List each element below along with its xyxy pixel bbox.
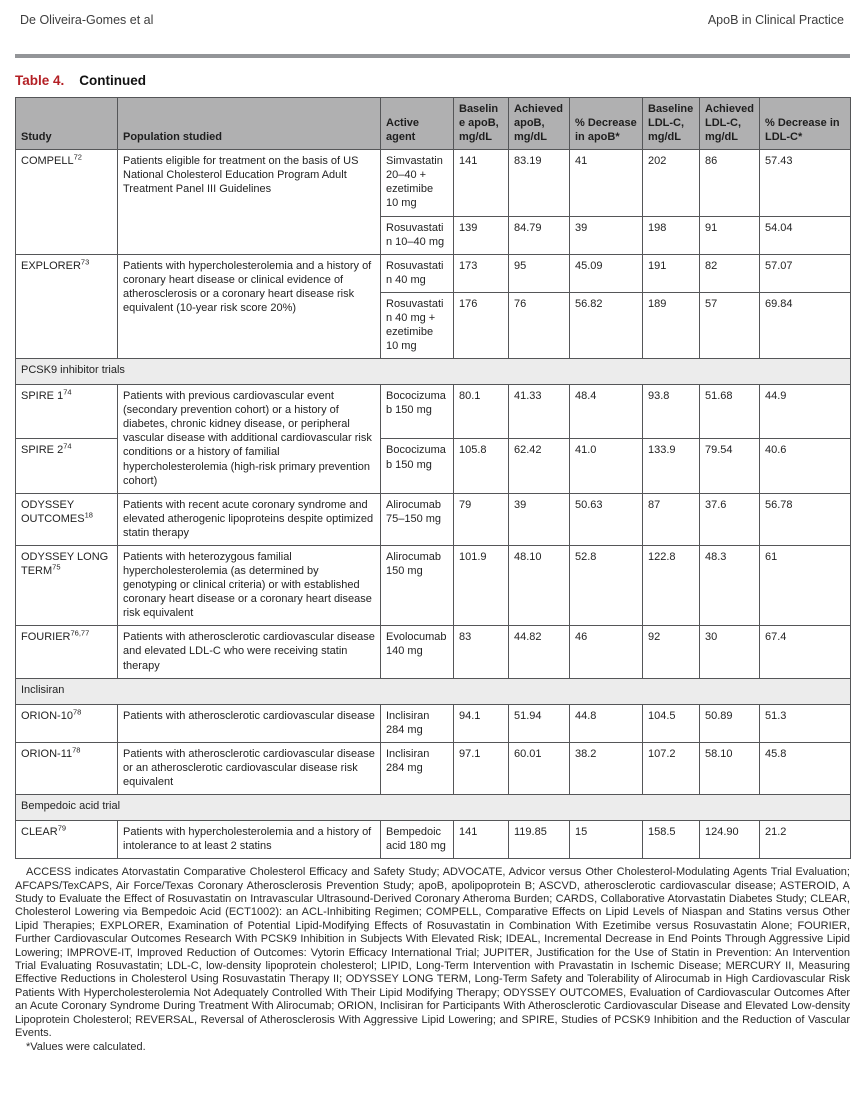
value-cell: 141 xyxy=(454,150,509,216)
value-cell: 158.5 xyxy=(643,820,700,858)
value-cell: 82 xyxy=(700,254,760,292)
study-cell: FOURIER$^{76,77}$ xyxy=(16,626,118,678)
value-cell: 133.9 xyxy=(643,439,700,493)
agent-cell: Inclisiran 284 mg xyxy=(381,704,454,742)
value-cell: 50.63 xyxy=(570,493,643,545)
value-cell: 40.6 xyxy=(760,439,851,493)
agent-cell: Rosuvastatin 40 mg xyxy=(381,254,454,292)
value-cell: 83.19 xyxy=(509,150,570,216)
value-cell: 91 xyxy=(700,216,760,254)
value-cell: 44.8 xyxy=(570,704,643,742)
reference-superscript: 73 xyxy=(80,257,90,267)
agent-cell: Rosuvastatin 10–40 mg xyxy=(381,216,454,254)
population-cell: Patients with atherosclerotic cardiovascular disease and elevated LDL-C who were receiving statin therapy xyxy=(118,626,381,678)
agent-cell: Inclisiran 284 mg xyxy=(381,742,454,794)
value-cell: 57.43 xyxy=(760,150,851,216)
population-cell: Patients with hypercholesterolemia and a history of coronary heart disease or clinical evidence of atherosclerosis or a coronary heart disease risk equivalent (10-year risk score 20%) xyxy=(118,254,381,358)
value-cell: 45.8 xyxy=(760,742,851,794)
value-cell: 44.82 xyxy=(509,626,570,678)
agent-cell: Rosuvastatin 40 mg + ezetimibe 10 mg xyxy=(381,292,454,358)
value-cell: 54.04 xyxy=(760,216,851,254)
study-cell: ORION-$10^{78}$ xyxy=(16,704,118,742)
value-cell: 38.2 xyxy=(570,742,643,794)
value-cell: 48.10 xyxy=(509,545,570,625)
value-cell: 56.82 xyxy=(570,292,643,358)
value-cell: 51.68 xyxy=(700,385,760,439)
value-cell: 176 xyxy=(454,292,509,358)
population-cell: Patients eligible for treatment on the basis of US National Cholesterol Education Program Adult Treatment Panel III Guidelines xyxy=(118,150,381,254)
study-cell: ODYSSEY OUTCOMES$^{18}$ xyxy=(16,493,118,545)
study-cell: CLEAR$^{79}$ xyxy=(16,820,118,858)
value-cell: 48.4 xyxy=(570,385,643,439)
reference-superscript: 79 xyxy=(57,823,67,833)
agent-cell: Bococizumab 150 mg xyxy=(381,385,454,439)
section-label: Bempedoic acid trial xyxy=(16,794,851,820)
table-body xyxy=(16,150,851,859)
table-continued-label: Continued xyxy=(79,73,147,88)
table-row xyxy=(16,493,851,545)
table-title xyxy=(15,73,850,88)
value-cell: 97.1 xyxy=(454,742,509,794)
population-cell: Patients with previous cardiovascular event (secondary prevention cohort) or a history of diabetes, chronic kidney disease, or peripheral vascular disease with additional cardiovascular risk conditions or a history of familial hypercholesterolemia (high-risk primary prevention cohort) xyxy=(118,385,381,494)
value-cell: 94.1 xyxy=(454,704,509,742)
value-cell: 67.4 xyxy=(760,626,851,678)
value-cell: 105.8 xyxy=(454,439,509,493)
value-cell: 60.01 xyxy=(509,742,570,794)
agent-cell: Alirocumab 75–150 mg xyxy=(381,493,454,545)
value-cell: 76 xyxy=(509,292,570,358)
value-cell: 41.33 xyxy=(509,385,570,439)
value-cell: 51.3 xyxy=(760,704,851,742)
section-row xyxy=(16,678,851,704)
reference-superscript: 78 xyxy=(72,706,82,716)
value-cell: 30 xyxy=(700,626,760,678)
abbreviations-footnote: ACCESS indicates Atorvastatin Comparative Cholesterol Efficacy and Safety Study; ADVOCATE, Advicor versus Other Cholesterol-Modulating Agents Trial Evaluation; AFCAPS/TexCAPS, Air Force/Texas Coronary Atherosclerosis Prevention Study; apoB, apolipoprotein B; ASCVD, atherosclerotic cardiovascular disease; ASTEROID, A Study to Evaluate the Effect of Rosuvastatin on Intravascular Ultrasound-Derived Coronary Atheroma Burden; CARDS, Collaborative Atorvastatin Diabetes Study; CLEAR, Cholesterol Lowering via Bempedoic Acid (ECT1002): an ACL-Inhibiting Regimen; COMPELL, Comparative Effects on Lipid Levels of Niaspan and Statins versus Other Lipid Therapies; EXPLORER, Examination of Potential Lipid-Modifying Effects of Rosuvastatin in Combination With Ezetimibe versus Rosuvastatin Alone; FOURIER, Further Cardiovascular Outcomes Research With PCSK9 Inhibition in Subjects With Elevated Risk; IDEAL, Incremental Decrease in End Points Through Aggressive Lipid Lowering; IMPROVE-IT, Improved Reduction of Outcomes: Vytorin Efficacy International Trial; JUPITER, Justification for the Use of Statin in Prevention: An Intervention Trial Evaluating Rosuvastatin; LDL-C, low-density lipoprotein cholesterol; LIPID, Long-Term Intervention with Pravastatin in Ischemic Disease; MERCURY II, Measuring Effective Reductions in Cholesterol Using Rosuvastatin Therapy II; ODYSSEY LONG TERM, Long-Term Safety and Tolerability of Alirocumab in High Cardiovascular Risk Patients With Hypercholesterolemia Not Adequately Controlled With Their Lipid Modifying Therapy; ODYSSEY OUTCOMES, Evaluation of Cardiovascular Outcomes After an Acute Coronary Syndrome During Treatment With Alirocumab; ORION, Inclisiran for Participants With Atherosclerotic Cardiovascular Disease and Elevated Low-density Lipoprotein Cholesterol; REVERSAL, Reversal of Atherosclerosis With Aggressive Lipid Lowering; and SPIRE, Studies of PCSK9 Inhibition and the Reduction of Vascular Events. xyxy=(15,866,850,1039)
reference-superscript: 76,77 xyxy=(70,628,90,638)
population-cell: Patients with heterozygous familial hypercholesterolemia (as determined by genotyping or clinical criteria) or with established coronary heart disease or a coronary heart disease risk equivalent xyxy=(118,545,381,625)
column-header: Achieved LDL-C, mg/dL xyxy=(700,98,760,150)
reference-superscript: 18 xyxy=(84,510,93,520)
value-cell: 56.78 xyxy=(760,493,851,545)
value-cell: 141 xyxy=(454,820,509,858)
population-cell: Patients with recent acute coronary syndrome and elevated atherogenic lipoproteins despite optimized statin therapy xyxy=(118,493,381,545)
value-cell: 44.9 xyxy=(760,385,851,439)
table-row xyxy=(16,626,851,678)
value-cell: 104.5 xyxy=(643,704,700,742)
population-cell: Patients with atherosclerotic cardiovascular disease or an atherosclerotic cardiovascular disease risk equivalent xyxy=(118,742,381,794)
value-cell: 46 xyxy=(570,626,643,678)
value-cell: 198 xyxy=(643,216,700,254)
study-cell: EXPLORER$^{73}$ xyxy=(16,254,118,358)
value-cell: 107.2 xyxy=(643,742,700,794)
reference-superscript: 78 xyxy=(72,745,81,755)
results-table xyxy=(15,97,851,859)
column-header: % Decrease in apoB* xyxy=(570,98,643,150)
table-row xyxy=(16,820,851,858)
column-header: Active agent xyxy=(381,98,454,150)
header-divider xyxy=(15,54,850,58)
running-head xyxy=(15,0,850,27)
reference-superscript: 75 xyxy=(52,562,61,572)
value-cell: 39 xyxy=(570,216,643,254)
agent-cell: Bempedoic acid 180 mg xyxy=(381,820,454,858)
table-row xyxy=(16,150,851,216)
value-cell: 69.84 xyxy=(760,292,851,358)
value-cell: 61 xyxy=(760,545,851,625)
value-cell: 39 xyxy=(509,493,570,545)
agent-cell: Alirocumab 150 mg xyxy=(381,545,454,625)
value-cell: 50.89 xyxy=(700,704,760,742)
study-cell: SPIRE $1^{74}$ xyxy=(16,385,118,439)
reference-superscript: 72 xyxy=(73,152,82,162)
column-header: Study xyxy=(16,98,118,150)
section-label: Inclisiran xyxy=(16,678,851,704)
value-cell: 79.54 xyxy=(700,439,760,493)
study-cell: ORION-$11^{78}$ xyxy=(16,742,118,794)
value-cell: 80.1 xyxy=(454,385,509,439)
value-cell: 52.8 xyxy=(570,545,643,625)
value-cell: 57 xyxy=(700,292,760,358)
table-row xyxy=(16,742,851,794)
study-cell: SPIRE $2^{74}$ xyxy=(16,439,118,493)
column-header: Baseline apoB, mg/dL xyxy=(454,98,509,150)
column-header: Baseline LDL-C, mg/dL xyxy=(643,98,700,150)
value-cell: 41.0 xyxy=(570,439,643,493)
value-cell: 15 xyxy=(570,820,643,858)
value-cell: 84.79 xyxy=(509,216,570,254)
value-cell: 191 xyxy=(643,254,700,292)
table-row xyxy=(16,704,851,742)
value-cell: 45.09 xyxy=(570,254,643,292)
value-cell: 41 xyxy=(570,150,643,216)
value-cell: 202 xyxy=(643,150,700,216)
value-cell: 86 xyxy=(700,150,760,216)
value-cell: 124.90 xyxy=(700,820,760,858)
table-row xyxy=(16,254,851,292)
population-cell: Patients with hypercholesterolemia and a history of intolerance to at least 2 statins xyxy=(118,820,381,858)
value-cell: 92 xyxy=(643,626,700,678)
value-cell: 189 xyxy=(643,292,700,358)
agent-cell: Bococizumab 150 mg xyxy=(381,439,454,493)
value-cell: 58.10 xyxy=(700,742,760,794)
value-cell: 83 xyxy=(454,626,509,678)
study-cell: ODYSSEY LONG TERM$^{75}$ xyxy=(16,545,118,625)
table-row xyxy=(16,385,851,439)
value-cell: 48.3 xyxy=(700,545,760,625)
section-row xyxy=(16,794,851,820)
section-row xyxy=(16,359,851,385)
agent-cell: Simvastatin 20–40 + ezetimibe 10 mg xyxy=(381,150,454,216)
value-cell: 37.6 xyxy=(700,493,760,545)
column-header: Achieved apoB, mg/dL xyxy=(509,98,570,150)
table-label: Table 4. xyxy=(15,73,65,88)
value-cell: 95 xyxy=(509,254,570,292)
agent-cell: Evolocumab 140 mg xyxy=(381,626,454,678)
population-cell: Patients with atherosclerotic cardiovascular disease xyxy=(118,704,381,742)
value-cell: 62.42 xyxy=(509,439,570,493)
table-row xyxy=(16,545,851,625)
value-cell: 122.8 xyxy=(643,545,700,625)
value-cell: 119.85 xyxy=(509,820,570,858)
value-cell: 79 xyxy=(454,493,509,545)
value-cell: 87 xyxy=(643,493,700,545)
reference-superscript: 74 xyxy=(63,387,72,397)
section-label: PCSK9 inhibitor trials xyxy=(16,359,851,385)
reference-superscript: 74 xyxy=(63,441,72,451)
table-header-row xyxy=(16,98,851,150)
running-head-author: De Oliveira-Gomes et al xyxy=(20,13,154,27)
calculated-values-footnote: *Values were calculated. xyxy=(26,1041,146,1054)
value-cell: 51.94 xyxy=(509,704,570,742)
study-cell: COMPELL$^{72}$ xyxy=(16,150,118,254)
value-cell: 101.9 xyxy=(454,545,509,625)
value-cell: 173 xyxy=(454,254,509,292)
column-header: Population studied xyxy=(118,98,381,150)
column-header: % Decrease in LDL-C* xyxy=(760,98,851,150)
value-cell: 57.07 xyxy=(760,254,851,292)
value-cell: 139 xyxy=(454,216,509,254)
value-cell: 93.8 xyxy=(643,385,700,439)
running-head-title: ApoB in Clinical Practice xyxy=(707,13,844,27)
value-cell: 21.2 xyxy=(760,820,851,858)
